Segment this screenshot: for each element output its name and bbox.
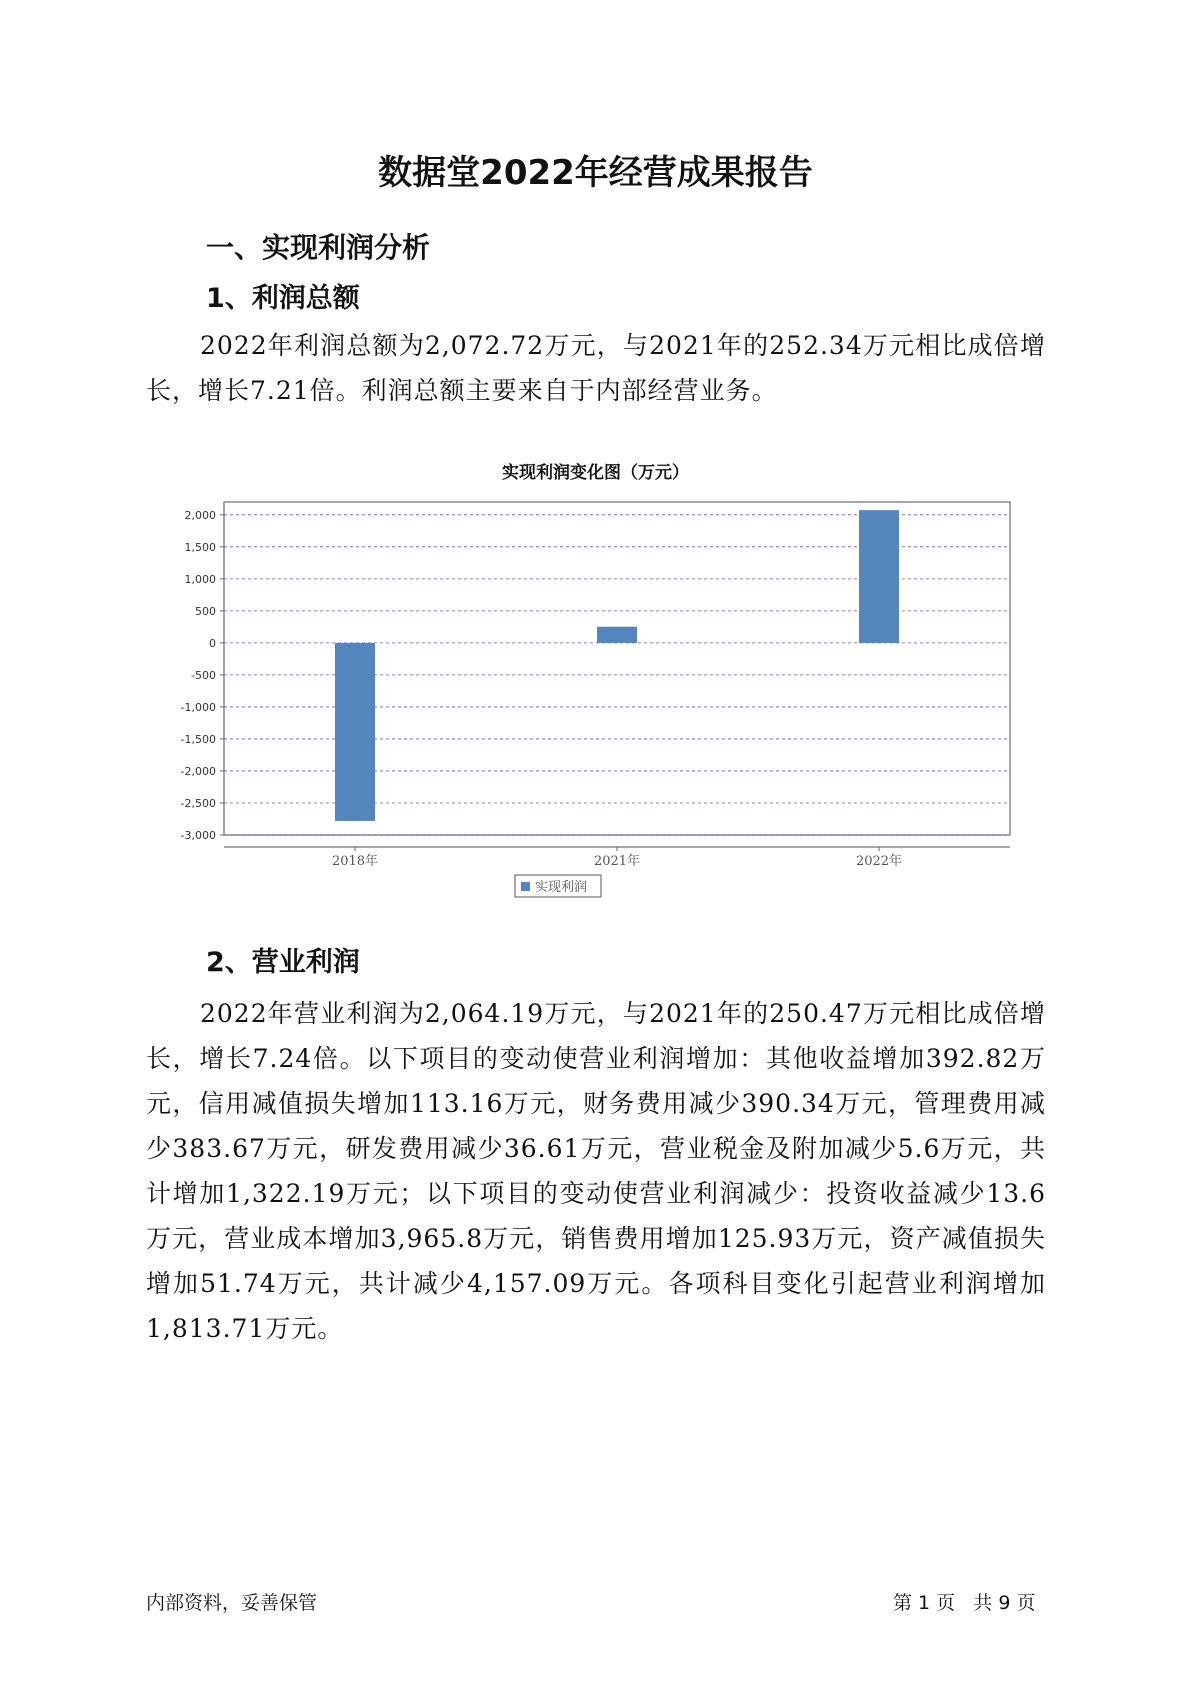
y-tick-label: -1,000	[180, 700, 216, 714]
y-tick-label: 500	[195, 604, 216, 618]
document-title: 数据堂2022年经营成果报告	[378, 153, 813, 193]
bar	[597, 627, 637, 643]
y-tick-label: -3,000	[180, 829, 216, 842]
paragraph-total-profit: 2022年利润总额为2,072.72万元，与2021年的252.34万元相比成倍增长，增长7.21倍。利润总额主要来自于内部经营业务。	[146, 331, 1046, 405]
y-tick-label: -2,000	[180, 764, 216, 778]
y-tick-label: 2,000	[184, 508, 216, 522]
y-tick-label: -1,500	[180, 732, 216, 746]
subsection-heading-total-profit: 1、利润总额	[206, 283, 360, 314]
subsection-heading-operating-profit: 2、营业利润	[206, 947, 360, 978]
legend-swatch	[521, 882, 530, 891]
chart-title: 实现利润变化图（万元）	[502, 463, 689, 483]
y-tick-label: 1,500	[184, 540, 216, 554]
y-tick-label: 0	[209, 636, 216, 650]
x-tick-label: 2022年	[855, 854, 903, 869]
paragraph-operating-profit: 2022年营业利润为2,064.19万元，与2021年的250.47万元相比成倍增长，增长7.24倍。以下项目的变动使营业利润增加：其他收益增加392.82万元，信用减值损失增加113.16万元，财务费用减少390.34万元，管理费用减少383.67万元，研发费用减少36.61万元，营业税金及附加减少5.6万元，共计增加1,322.19万元；以下项目的变动使营业利润减少：投资收益减少13.6万元，营业成本增加3,965.8万元，销售费用增加125.93万元，资产减值损失增加51.74万元，共计减少4,157.09万元。各项科目变化引起营业利润增加1,813.71万元。	[146, 999, 1046, 1343]
profit-bar-chart	[160, 490, 1040, 910]
y-tick-label: 1,000	[184, 572, 216, 586]
x-tick-label: 2021年	[593, 854, 641, 869]
footer-confidential-note: 内部资料，妥善保管	[146, 1592, 318, 1614]
footer-page-number: 第 1 页 共 9 页	[893, 1592, 1036, 1614]
bar	[859, 510, 899, 643]
legend-label: 实现利润	[535, 880, 588, 895]
y-tick-label: -500	[191, 668, 216, 682]
x-tick-label: 2018年	[331, 854, 379, 869]
bar	[335, 643, 375, 821]
y-tick-label: -2,500	[180, 796, 216, 810]
section-heading-profit-analysis: 一、实现利润分析	[206, 231, 431, 264]
